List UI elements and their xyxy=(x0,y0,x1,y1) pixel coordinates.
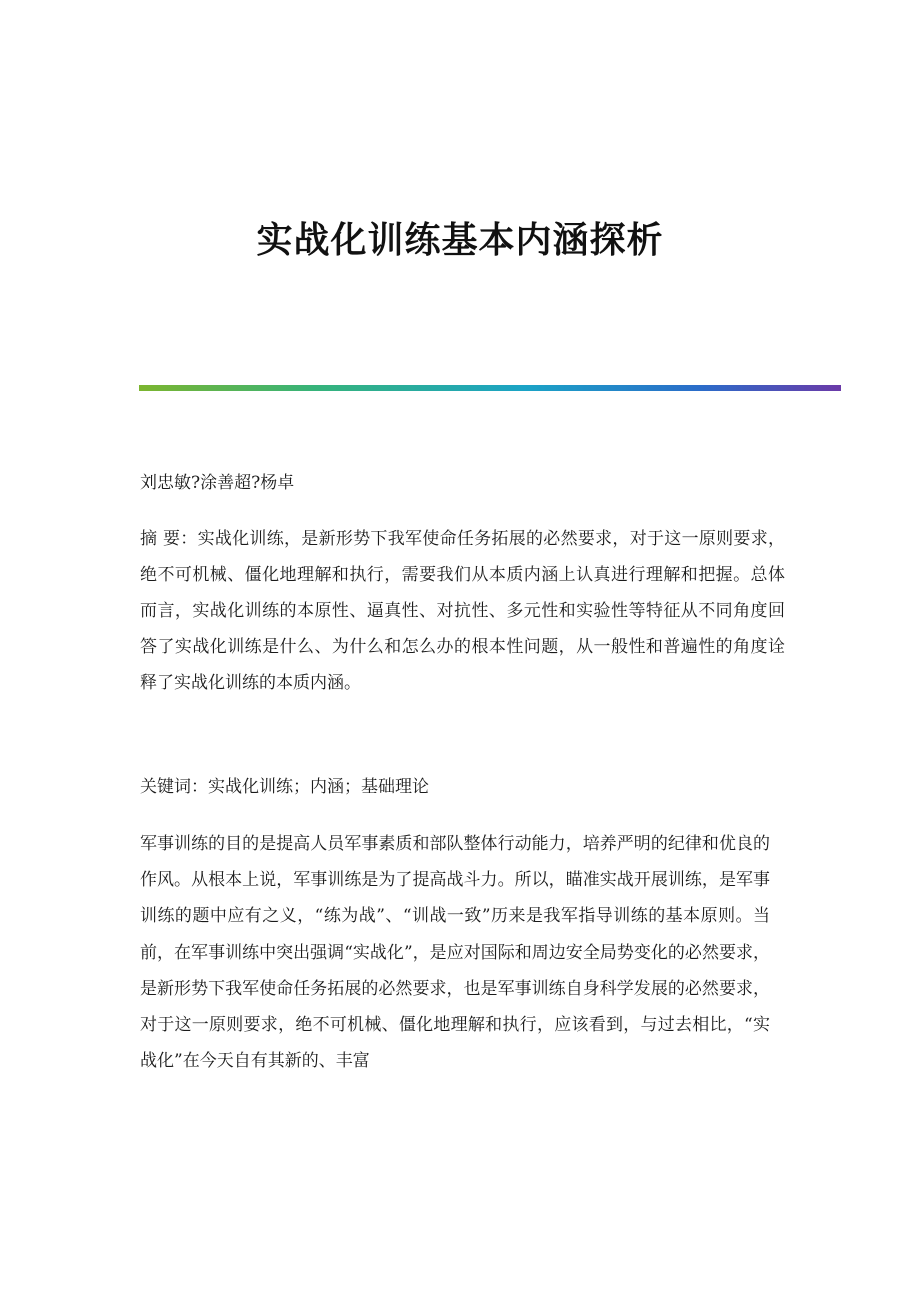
authors-line: 刘忠敏?涂善超?杨卓 xyxy=(140,473,295,493)
body-paragraph: 军事训练的目的是提高人员军事素质和部队整体行动能力，培养严明的纪律和优良的作风。从根本上说，军事训练是为了提高战斗力。所以，瞄准实战开展训练，是军事训练的题中应有之义，“练为战”、“训战一致”历来是我军指导训练的基本原则。当前，在军事训练中突出强调“实战化”，是应对国际和周边安全局势变化的必然要求，是新形势下我军使命任务拓展的必然要求，也是军事训练自身科学发展的必然要求，对于这一原则要求，绝不可机械、僵化地理解和执行，应该看到，与过去相比，“实战化”在今天自有其新的、丰富 xyxy=(140,834,770,1072)
abstract-text: 实战化训练，是新形势下我军使命任务拓展的必然要求，对于这一原则要求，绝不可机械、僵化地理解和执行，需要我们从本质内涵上认真进行理解和把握。总体而言，实战化训练的本原性、逼真性、对抗性、多元性和实验性等特征从不同角度回答了实战化训练是什么、为什么和怎么办的根本性问题，从一般性和普遍性的角度诠释了实战化训练的本质内涵。 xyxy=(140,529,786,693)
keywords-text: 实战化训练；内涵；基础理论 xyxy=(208,777,429,797)
title-divider xyxy=(139,385,841,391)
document-title: 实战化训练基本内涵探析 xyxy=(256,219,664,261)
abstract-paragraph xyxy=(140,521,785,701)
keywords-label: 关键词： xyxy=(140,777,208,797)
keywords-line xyxy=(140,774,429,800)
abstract-label: 摘 要： xyxy=(140,529,198,549)
